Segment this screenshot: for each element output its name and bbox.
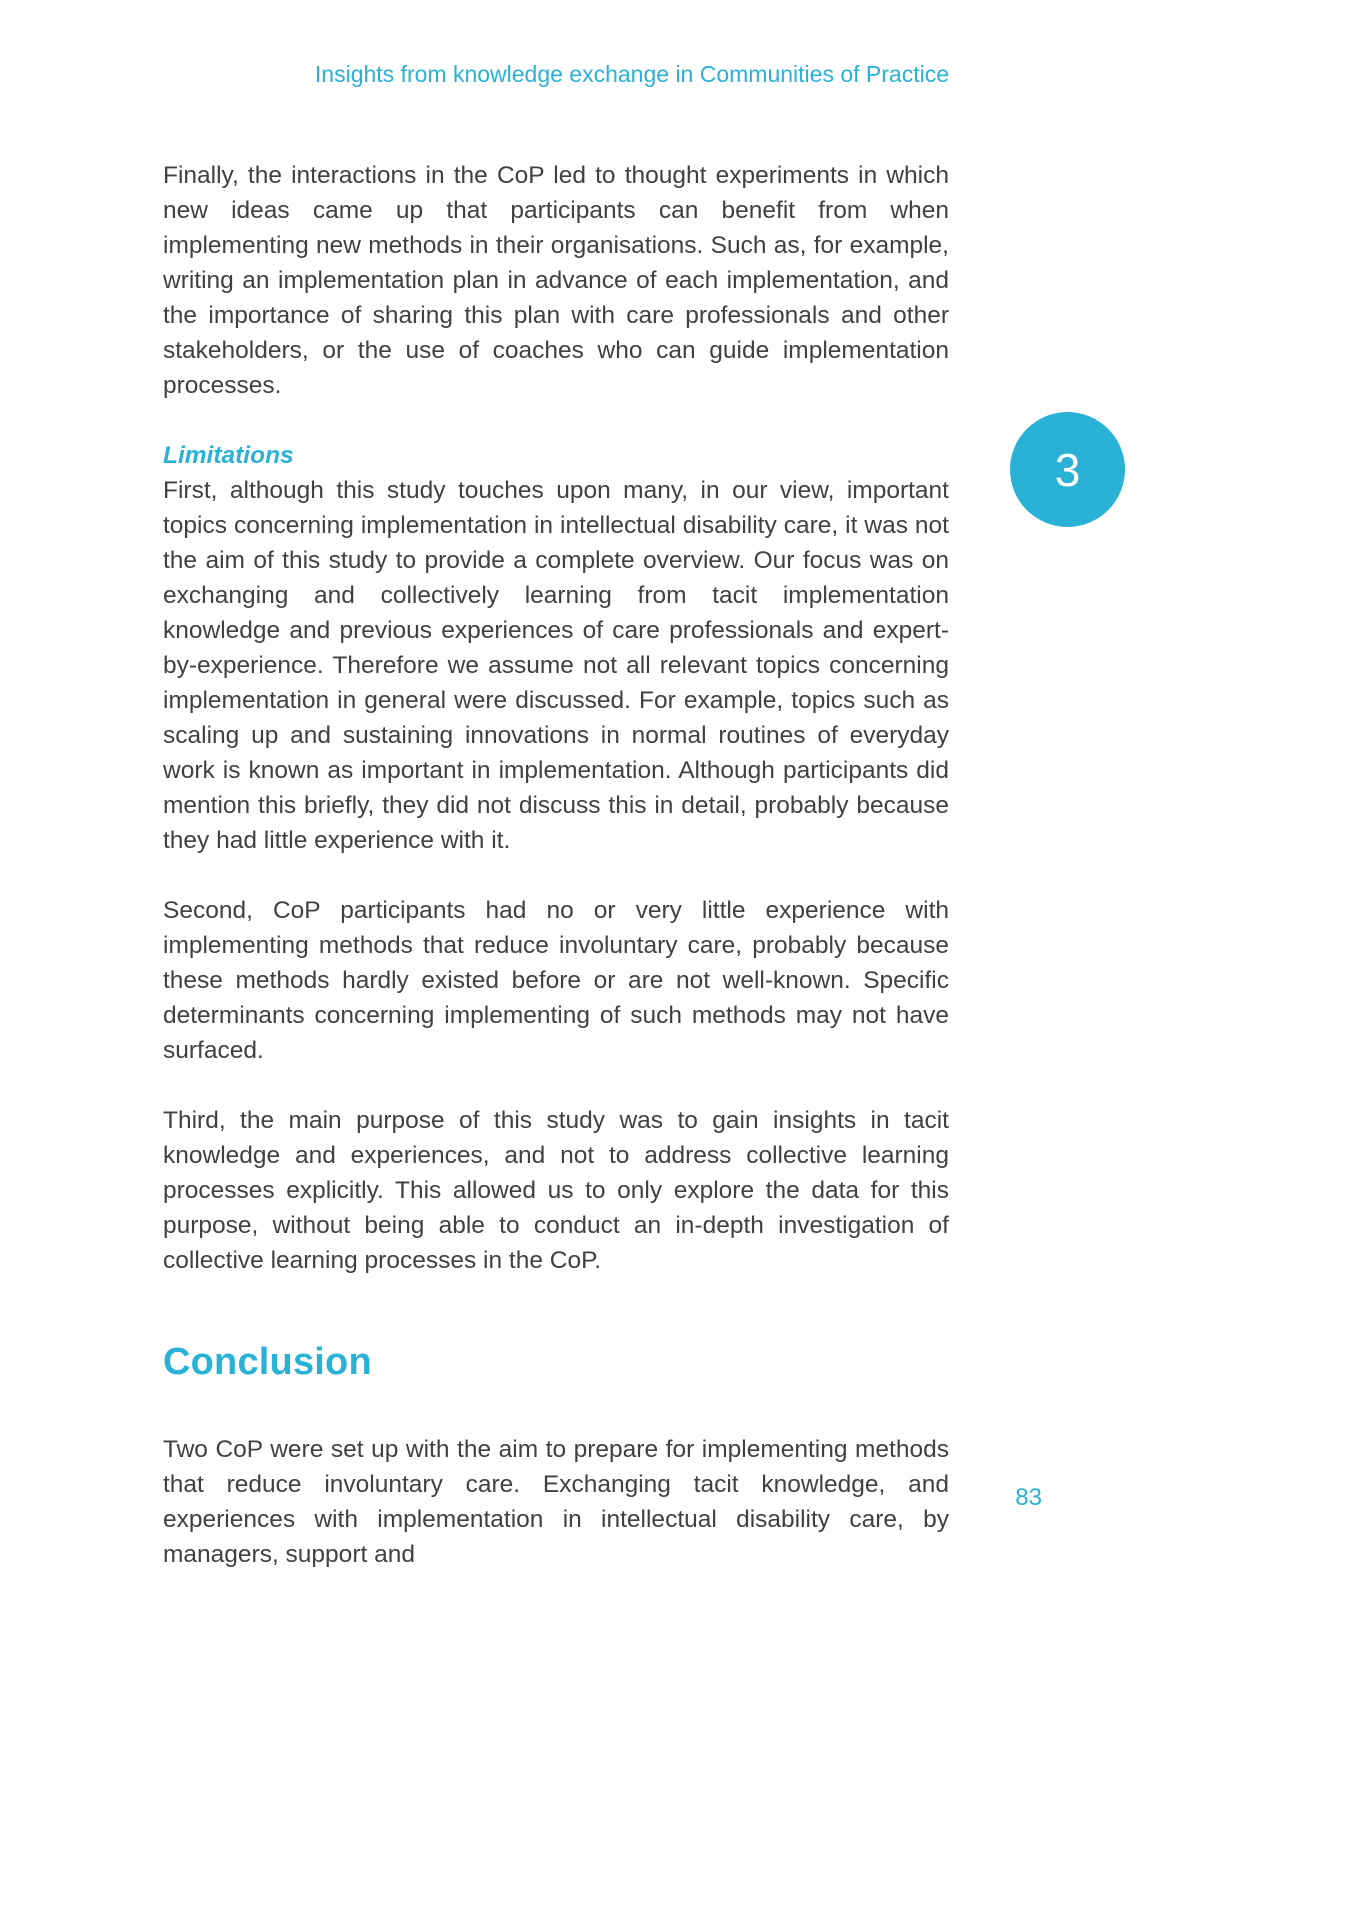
limitations-paragraph-3: Third, the main purpose of this study was to gain insights in tacit knowledge and experiences, and not to address collective learning processes explicitly. This allowed us to only explore the data for this purpose, without being able to conduct an in-depth investigation of collective learning processes in the CoP. [163,1107,949,1274]
intro-paragraph: Finally, the interactions in the CoP led to thought experiments in which new ideas came up that participants can benefit from when implementing new methods in their organisations. Such as, for example, writing an implementation plan in advance of each implementation, and the importance of sharing this plan with care professionals and other stakeholders, or the use of coaches who can guide implementation processes. [163,162,949,399]
limitations-paragraph-1: First, although this study touches upon many, in our view, important topics concerning implementation in intellectual disability care, it was not the aim of this study to provide a complete overview. Our focus was on exchanging and collectively learning from tacit implementation knowledge and previous experiences of care professionals and expert-by-experience. Therefore we assume not all relevant topics concerning implementation in general were discussed. For example, topics such as scaling up and sustaining innovations in normal routines of everyday work is known as important in implementation. Although participants did mention this briefly, they did not discuss this in detail, probably because they had little experience with it. [163,477,949,854]
limitations-heading: Limitations [163,442,294,469]
limitations-paragraph-2: Second, CoP participants had no or very little experience with implementing methods that reduce involuntary care, probably because these methods hardly existed before or are not well-known. Specific determinants concerning implementing of such methods may not have surfaced. [163,897,949,1064]
chapter-number: 3 [1054,443,1081,496]
page-content [163,158,949,1607]
conclusion-paragraph-1: Two CoP were set up with the aim to prepare for implementing methods that reduce involuntary care. Exchanging tacit knowledge, and experiences with implementation in intellectual disability care, by managers, support and [163,1436,949,1568]
running-header: Insights from knowledge exchange in Communities of Practice [314,61,949,87]
chapter-tab [1010,412,1125,527]
page-number: 83 [1015,1484,1042,1511]
conclusion-heading: Conclusion [163,1341,372,1383]
